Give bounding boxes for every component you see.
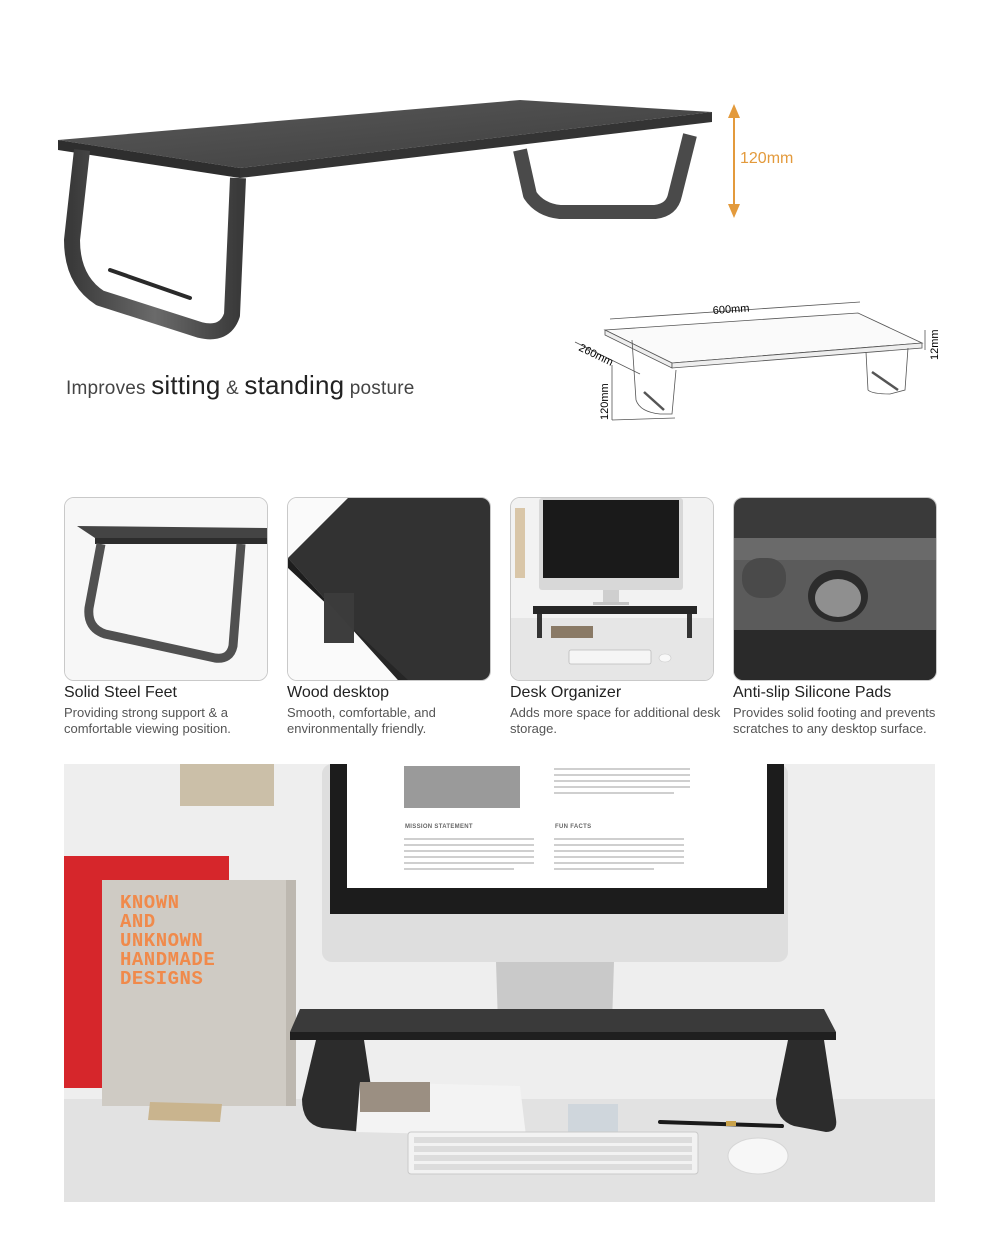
- poster-line-3: UNKNOWN: [120, 930, 204, 952]
- feature-desc-steel-feet: Providing strong support & a comfortable viewing position.: [64, 705, 231, 736]
- monitor-stand-render: [58, 100, 712, 331]
- tagline-sitting: sitting: [151, 370, 221, 400]
- mouse: [728, 1138, 788, 1174]
- poster-line-1: KNOWN: [120, 892, 180, 914]
- feature-desc-silicone-pads: Provides solid footing and prevents scratches to any desktop surface.: [733, 705, 936, 736]
- feature-desc-wood-desktop: Smooth, comfortable, and environmentally friendly.: [287, 705, 436, 736]
- feature-desc-desk-organizer: Adds more space for additional desk storage.: [510, 705, 721, 736]
- height-label: 120mm: [740, 150, 794, 167]
- feature-card-silicone-pads: [733, 497, 937, 681]
- feature-title-desk-organizer: Desk Organizer: [510, 684, 622, 701]
- dim-depth-label: 260mm: [576, 341, 615, 369]
- poster-line-2: AND: [120, 911, 156, 933]
- dim-thickness-label: 12mm: [929, 329, 941, 360]
- dim-width-label: 600mm: [712, 302, 750, 317]
- feature-title-silicone-pads: Anti-slip Silicone Pads: [733, 684, 892, 701]
- poster-line-5: DESIGNS: [120, 968, 204, 990]
- poster-title: [120, 894, 215, 989]
- tagline: [66, 370, 415, 401]
- feature-card-desk-organizer: [510, 497, 714, 681]
- screen-heading-fun-facts: FUN FACTS: [555, 824, 592, 830]
- tagline-part-3: &: [220, 378, 245, 399]
- wood-desktop-image: [288, 498, 490, 680]
- screen-heading-mission: MISSION STATEMENT: [405, 824, 473, 830]
- dimension-diagram: [575, 302, 925, 420]
- desk-organizer-image: [511, 498, 713, 680]
- feature-title-wood-desktop: Wood desktop: [287, 684, 389, 701]
- wall-photo: [180, 764, 274, 806]
- steel-feet-image: [65, 498, 267, 680]
- feature-card-steel-feet: [64, 497, 268, 681]
- dim-height-label: 120mm: [599, 383, 611, 420]
- silicone-pads-image: [734, 498, 936, 680]
- height-arrow: [728, 104, 740, 218]
- tagline-standing: standing: [244, 370, 345, 400]
- tagline-part-5: posture: [344, 378, 415, 399]
- feature-card-wood-desktop: [287, 497, 491, 681]
- feature-title-steel-feet: Solid Steel Feet: [64, 684, 177, 701]
- poster-line-4: HANDMADE: [120, 949, 216, 971]
- tagline-part-1: Improves: [66, 378, 152, 399]
